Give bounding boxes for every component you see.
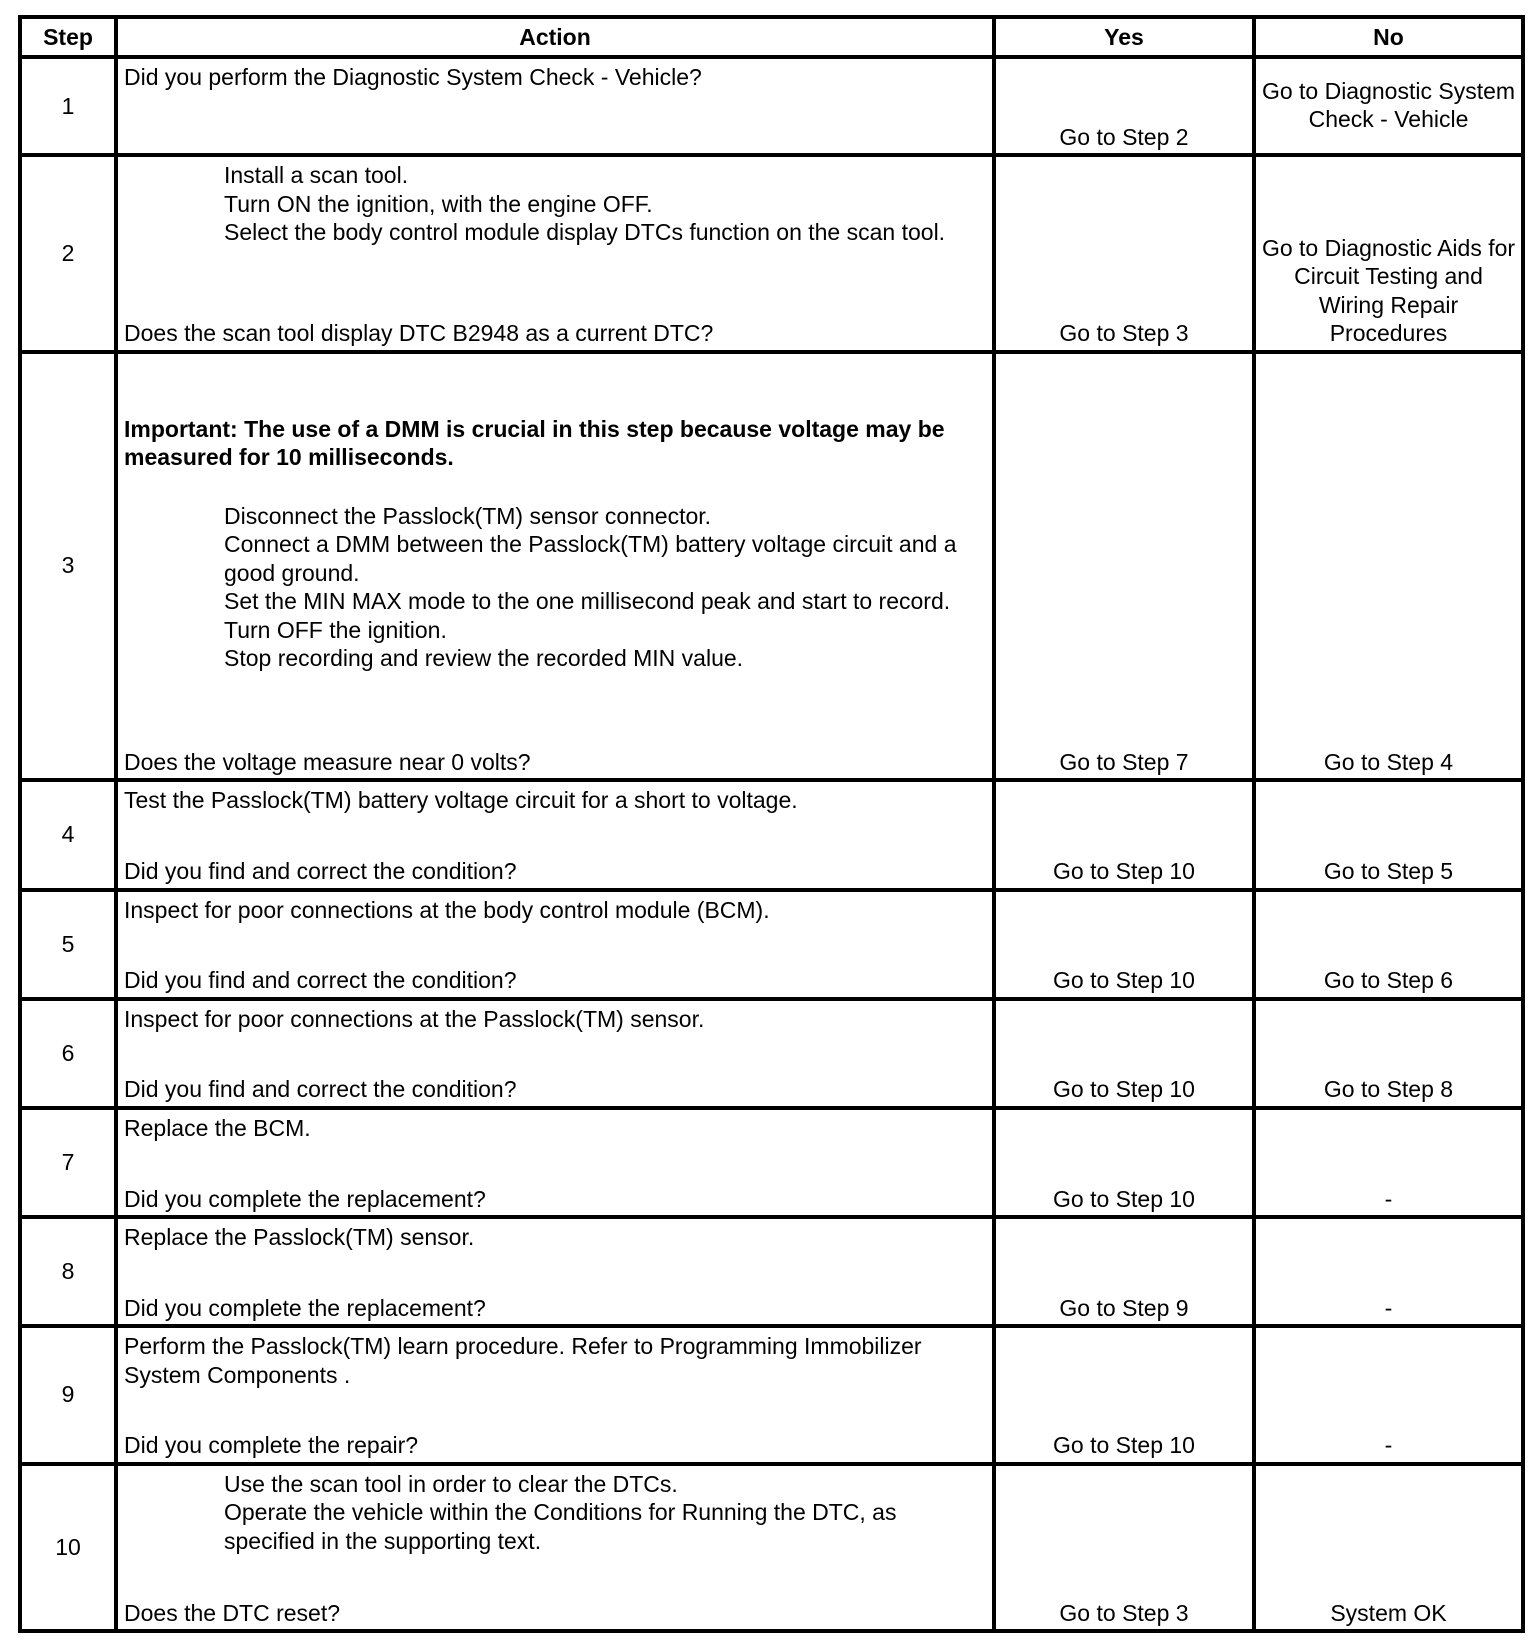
table-row: [20, 780, 1523, 889]
yes-link[interactable]: Go to Step 3: [1059, 1599, 1189, 1626]
no-cell: [1254, 780, 1523, 889]
yes-link[interactable]: Go to Step 10: [1053, 1432, 1195, 1459]
no-link[interactable]: Go to Step 6: [1323, 967, 1454, 994]
no-link[interactable]: Go to Diagnostic System Check - Vehicle: [1261, 77, 1516, 133]
substep: Turn ON the ignition, with the engine OFF.: [224, 190, 653, 217]
no-link[interactable]: Go to Step 4: [1323, 748, 1454, 775]
action-cell: [116, 352, 994, 781]
substep: Use the scan tool in order to clear the DTCs.: [224, 1470, 678, 1497]
yes-cell: [994, 155, 1254, 351]
step-number: 8: [20, 1217, 116, 1326]
yes-cell: [994, 352, 1254, 781]
no-link[interactable]: Go to Step 8: [1323, 1076, 1454, 1103]
yes-link[interactable]: Go to Step 3: [1059, 320, 1189, 347]
diagnostic-table: [18, 15, 1525, 1633]
action-cell: [116, 1108, 994, 1217]
substep-list: [124, 502, 988, 673]
table-row: [20, 155, 1523, 351]
action-instruction: Inspect for poor connections at the Passlock(TM) sensor.: [124, 1005, 705, 1032]
table-row: [20, 1108, 1523, 1217]
step-number: 1: [20, 57, 116, 155]
no-cell: [1254, 1108, 1523, 1217]
header-step: Step: [20, 17, 116, 57]
substep: Install a scan tool.: [224, 162, 409, 189]
action-question: Does the DTC reset?: [124, 1599, 341, 1626]
table-row: [20, 999, 1523, 1108]
action-instruction: Inspect for poor connections at the body control module (BCM).: [124, 896, 770, 923]
action-instruction: Test the Passlock(TM) battery voltage circuit for a short to voltage.: [124, 787, 798, 814]
action-question: Did you complete the repair?: [124, 1432, 419, 1459]
step-number: 9: [20, 1326, 116, 1463]
substep: Turn OFF the ignition.: [224, 616, 447, 643]
step-number: 3: [20, 352, 116, 781]
action-question: Did you perform the Diagnostic System Check - Vehicle?: [124, 64, 702, 90]
no-cell: [1254, 57, 1523, 155]
action-question: Did you find and correct the condition?: [124, 858, 517, 885]
yes-link[interactable]: Go to Step 10: [1053, 967, 1195, 994]
important-note: Important: The use of a DMM is crucial in this step because voltage may be measured for 10 milliseconds.: [124, 415, 945, 471]
yes-link[interactable]: Go to Step 10: [1053, 1185, 1195, 1212]
no-link: -: [1384, 1432, 1393, 1459]
step-number: 6: [20, 999, 116, 1108]
yes-cell: [994, 780, 1254, 889]
action-question: Did you find and correct the condition?: [124, 1076, 517, 1103]
no-cell: [1254, 999, 1523, 1108]
step-number: 7: [20, 1108, 116, 1217]
action-question: Does the voltage measure near 0 volts?: [124, 748, 531, 775]
yes-link[interactable]: Go to Step 9: [1059, 1294, 1189, 1321]
action-cell: [116, 57, 994, 155]
action-question: Did you complete the replacement?: [124, 1294, 486, 1321]
table-row: [20, 1217, 1523, 1326]
substep: Connect a DMM between the Passlock(TM) battery voltage circuit and a good ground.: [224, 531, 957, 586]
no-cell: [1254, 352, 1523, 781]
action-cell: [116, 1326, 994, 1463]
yes-link[interactable]: Go to Step 10: [1053, 1076, 1195, 1103]
no-link[interactable]: Go to Diagnostic Aids for Circuit Testing and Wiring Repair Procedures: [1261, 234, 1516, 347]
no-link: System OK: [1330, 1599, 1447, 1626]
no-cell: [1254, 1464, 1523, 1631]
yes-cell: [994, 890, 1254, 999]
action-instruction: Replace the BCM.: [124, 1114, 311, 1141]
yes-cell: [994, 1326, 1254, 1463]
action-cell: [116, 890, 994, 999]
yes-cell: [994, 1217, 1254, 1326]
table-row: [20, 1464, 1523, 1631]
no-cell: [1254, 155, 1523, 351]
yes-cell: [994, 1108, 1254, 1217]
substep-list: [124, 161, 988, 247]
yes-link[interactable]: Go to Step 7: [1059, 748, 1189, 775]
action-cell: [116, 1464, 994, 1631]
header-no: No: [1254, 17, 1523, 57]
table-row: [20, 1326, 1523, 1463]
action-instruction: Replace the Passlock(TM) sensor.: [124, 1224, 475, 1251]
step-number: 5: [20, 890, 116, 999]
action-question: Did you complete the replacement?: [124, 1185, 486, 1212]
table-row: [20, 890, 1523, 999]
substep: Select the body control module display DTCs function on the scan tool.: [224, 219, 946, 246]
no-cell: [1254, 890, 1523, 999]
no-link[interactable]: Go to Step 5: [1323, 858, 1454, 885]
action-instruction: Perform the Passlock(TM) learn procedure. Refer to Programming Immobilizer System Components .: [124, 1333, 922, 1388]
yes-cell: [994, 57, 1254, 155]
substep: Set the MIN MAX mode to the one millisecond peak and start to record.: [224, 588, 951, 615]
substep-list: [124, 1470, 988, 1556]
substep: Disconnect the Passlock(TM) sensor connector.: [224, 502, 712, 529]
yes-link[interactable]: Go to Step 2: [1059, 123, 1189, 150]
header-action: Action: [116, 17, 994, 57]
header-row: [20, 17, 1523, 57]
table-row: [20, 352, 1523, 781]
substep: Operate the vehicle within the Conditions for Running the DTC, as specified in the supporting text.: [224, 1499, 897, 1554]
no-cell: [1254, 1326, 1523, 1463]
no-link: -: [1384, 1294, 1393, 1321]
action-question: Does the scan tool display DTC B2948 as a current DTC?: [124, 320, 714, 347]
header-yes: Yes: [994, 17, 1254, 57]
step-number: 4: [20, 780, 116, 889]
yes-link[interactable]: Go to Step 10: [1053, 858, 1195, 885]
step-number: 10: [20, 1464, 116, 1631]
action-cell: [116, 155, 994, 351]
table-row: [20, 57, 1523, 155]
no-link: -: [1384, 1185, 1393, 1212]
action-question: Did you find and correct the condition?: [124, 967, 517, 994]
action-cell: [116, 999, 994, 1108]
step-number: 2: [20, 155, 116, 351]
action-cell: [116, 780, 994, 889]
yes-cell: [994, 1464, 1254, 1631]
no-cell: [1254, 1217, 1523, 1326]
substep: Stop recording and review the recorded MIN value.: [224, 645, 744, 672]
action-cell: [116, 1217, 994, 1326]
yes-cell: [994, 999, 1254, 1108]
